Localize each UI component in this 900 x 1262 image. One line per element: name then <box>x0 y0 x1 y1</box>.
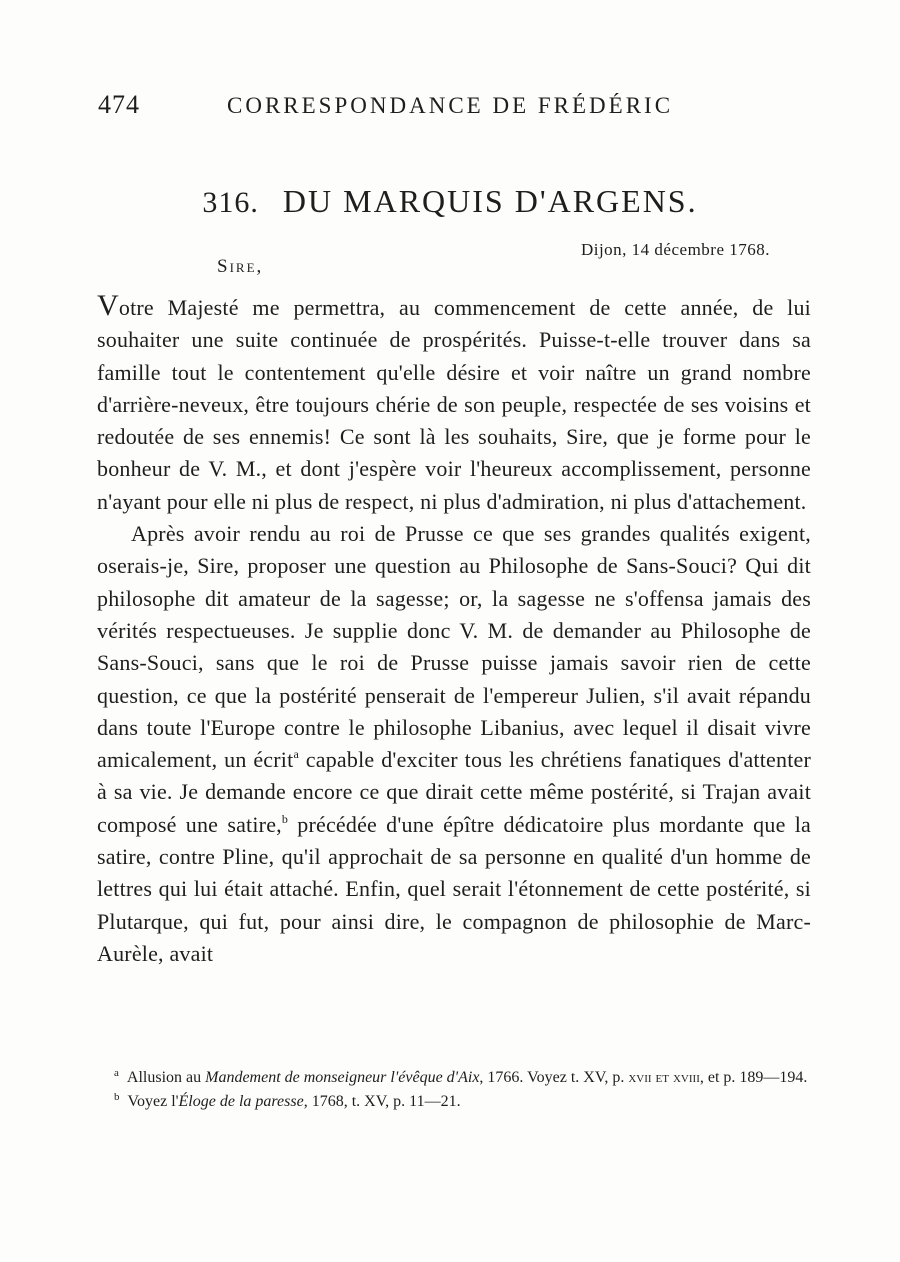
letter-number: 316. <box>202 186 259 219</box>
footnote-a-after: , 1766. Voyez t. XV, p. <box>479 1069 629 1086</box>
footnote-b <box>88 1090 814 1114</box>
paragraph-2-part-2: capable d'exciter tous les chrétiens fanatiques d'attenter à sa vie. Je demande encore ce que dirait cette même postérité, si Trajan avait composé une satire, <box>97 747 812 837</box>
dateline: Dijon, 14 décembre 1768. <box>580 240 770 259</box>
footnote-a <box>88 1066 814 1090</box>
footnote-a-marker: a <box>114 1067 119 1079</box>
paragraph-2-part-3: précédée d'une épître dédicatoire plus mordante que la satire, contre Pline, qu'il approchait de sa personne en qualité d'un homme de lettres qui lui était attaché. Enfin, quel serait l'étonnement de cette postérité, si Plutarque, qui fut, pour ainsi dire, le compagnon de philosophie de Marc-Aurèle, avait <box>97 811 811 966</box>
footnote-ref-a: a <box>293 747 299 762</box>
page-number: 474 <box>98 90 140 119</box>
footnote-b-marker: b <box>114 1091 120 1103</box>
salutation: Sire, <box>217 256 264 277</box>
footnote-b-before: Voyez l' <box>127 1093 179 1110</box>
paragraph-2-part-1: Après avoir rendu au roi de Prusse ce que ses grandes qualités exigent, oserais-je, Sire, proposer une question au Philosophe de Sans-Souci? Qui dit philosophe dit amateur de la sagesse; or, la sagesse ne s'offensa jamais des vérités respectueuses. Je supplie donc V. M. de demander au Philosophe de Sans-Souci, sans que le roi de Prusse puisse jamais savoir rien de cette question, ce que la postérité penserait de l'empereur Julien, s'il avait répandu dans toute l'Europe contre le philosophe Libanius, avec lequel il disait vivre amicalement, un écrit <box>97 521 811 773</box>
letter-body <box>97 289 812 970</box>
letter-title: DU MARQUIS D'ARGENS. <box>282 183 698 219</box>
footnote-ref-b: b <box>281 811 289 826</box>
footnote-a-end: , et p. 189—194. <box>699 1069 808 1086</box>
footnote-a-pages: xvii et xviii <box>628 1069 700 1086</box>
paragraph-1 <box>97 289 811 518</box>
footnote-a-title: Mandement de monseigneur l'évêque d'Aix <box>205 1069 480 1086</box>
paragraph-2 <box>97 518 811 970</box>
drop-cap: V <box>97 289 119 322</box>
footnote-b-after: , 1768, t. XV, p. 11—21. <box>303 1093 461 1110</box>
running-title: CORRESPONDANCE DE FRÉDÉRIC <box>227 93 674 118</box>
footnote-b-title: Éloge de la paresse <box>178 1093 304 1110</box>
paragraph-1-text: otre Majesté me permettra, au commencement de cette année, de lui souhaiter une suite continuée de prospérités. Puisse-t-elle trouver dans sa famille tout le contentement qu'elle désire et voir naître un grand nombre d'arrière-neveux, être toujours chérie de son peuple, respectée de ses voisins et redoutée de ses ennemis! Ce sont là les souhaits, Sire, que je forme pour le bonheur de V. M., et dont j'espère voir l'heureux accomplissement, personne n'ayant pour elle ni plus de respect, ni plus d'admiration, ni plus d'attachement. <box>97 295 811 514</box>
footnotes <box>88 1066 814 1114</box>
footnote-a-before: Allusion au <box>126 1069 206 1086</box>
letter-heading <box>0 183 900 220</box>
